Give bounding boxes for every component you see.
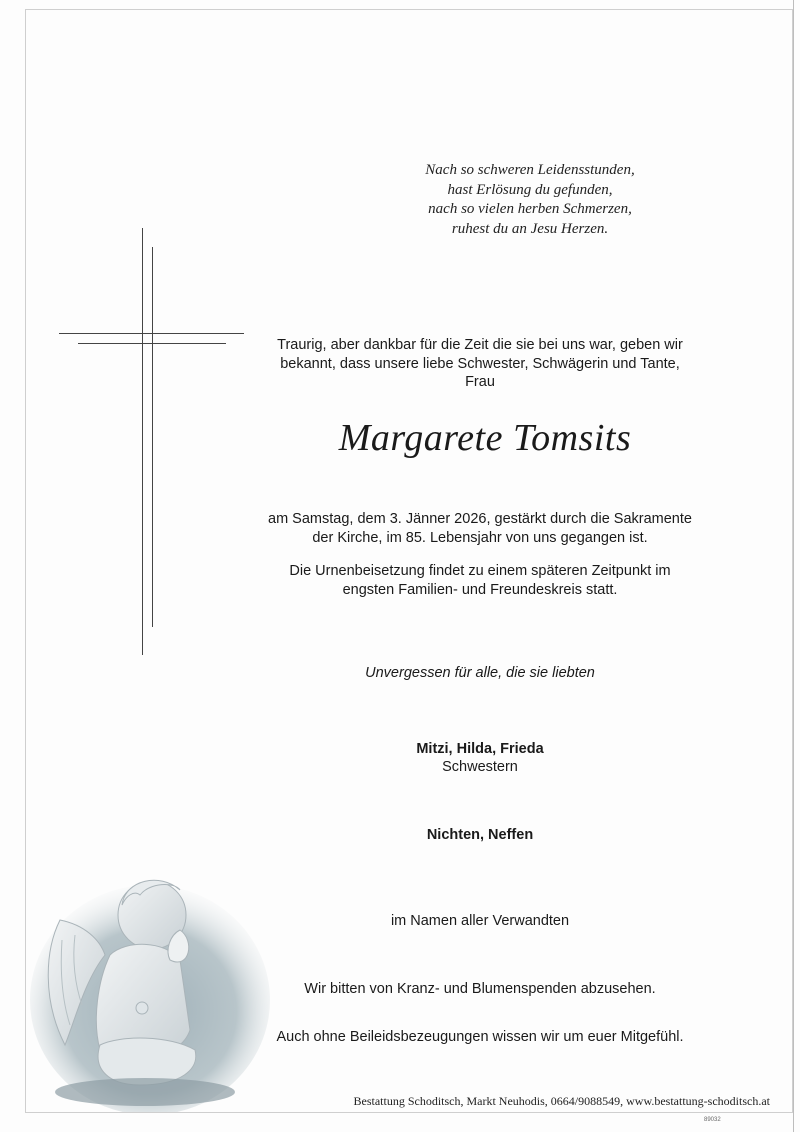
burial-notice-line: engsten Familien- und Freundeskreis statt. (342, 581, 618, 598)
nieces-nephews: Nichten, Neffen (426, 827, 534, 843)
cross-vertical-left (142, 228, 143, 655)
poem-line: ruhest du an Jesu Herzen. (451, 220, 609, 237)
intro-line: Frau (465, 374, 495, 390)
death-notice-line: der Kirche, im 85. Lebensjahr von uns gegangen ist. (312, 529, 648, 546)
poem-line: Nach so schweren Leidensstunden, (425, 162, 635, 178)
no-flowers-request: Wir bitten von Kranz- und Blumenspenden abzusehen. (304, 981, 656, 997)
poem-line: nach so vielen herben Schmerzen, (428, 201, 632, 217)
death-notice (250, 510, 710, 547)
funeral-home-footer: Bestattung Schoditsch, Markt Neuhodis, 0664/9088549, www.bestattung-schoditsch.at (353, 1094, 770, 1108)
no-condolences-note: Auch ohne Beileidsbezeugungen wissen wir um euer Mitgefühl. (276, 1029, 684, 1045)
intro-line: Traurig, aber dankbar für die Zeit die sie bei uns war, geben wir (277, 337, 683, 353)
document-code: 89032 (704, 1117, 721, 1123)
cross-horizontal-bottom (78, 343, 226, 344)
angel-statue-image (30, 860, 280, 1112)
poem (360, 161, 700, 239)
poem-line: hast Erlösung du gefunden, (447, 181, 613, 198)
siblings-names: Mitzi, Hilda, Frieda (416, 741, 544, 757)
relatives-line: im Namen aller Verwandten (390, 913, 570, 929)
intro-line: bekannt, dass unsere liebe Schwester, Schwägerin und Tante, (280, 355, 680, 372)
death-notice-line: am Samstag, dem 3. Jänner 2026, gestärkt durch die Sakramente (268, 511, 692, 527)
intro-text (250, 336, 710, 392)
deceased-name: Margarete Tomsits (338, 417, 632, 459)
page-edge (793, 0, 794, 1132)
siblings-relation: Schwestern (442, 759, 518, 775)
cross-horizontal-top (59, 333, 244, 334)
burial-notice-line: Die Urnenbeisetzung findet zu einem späteren Zeitpunkt im (289, 563, 671, 579)
remembrance-line: Unvergessen für alle, die sie liebten (365, 665, 595, 681)
cross-vertical-right (152, 247, 153, 627)
burial-notice (250, 562, 710, 599)
